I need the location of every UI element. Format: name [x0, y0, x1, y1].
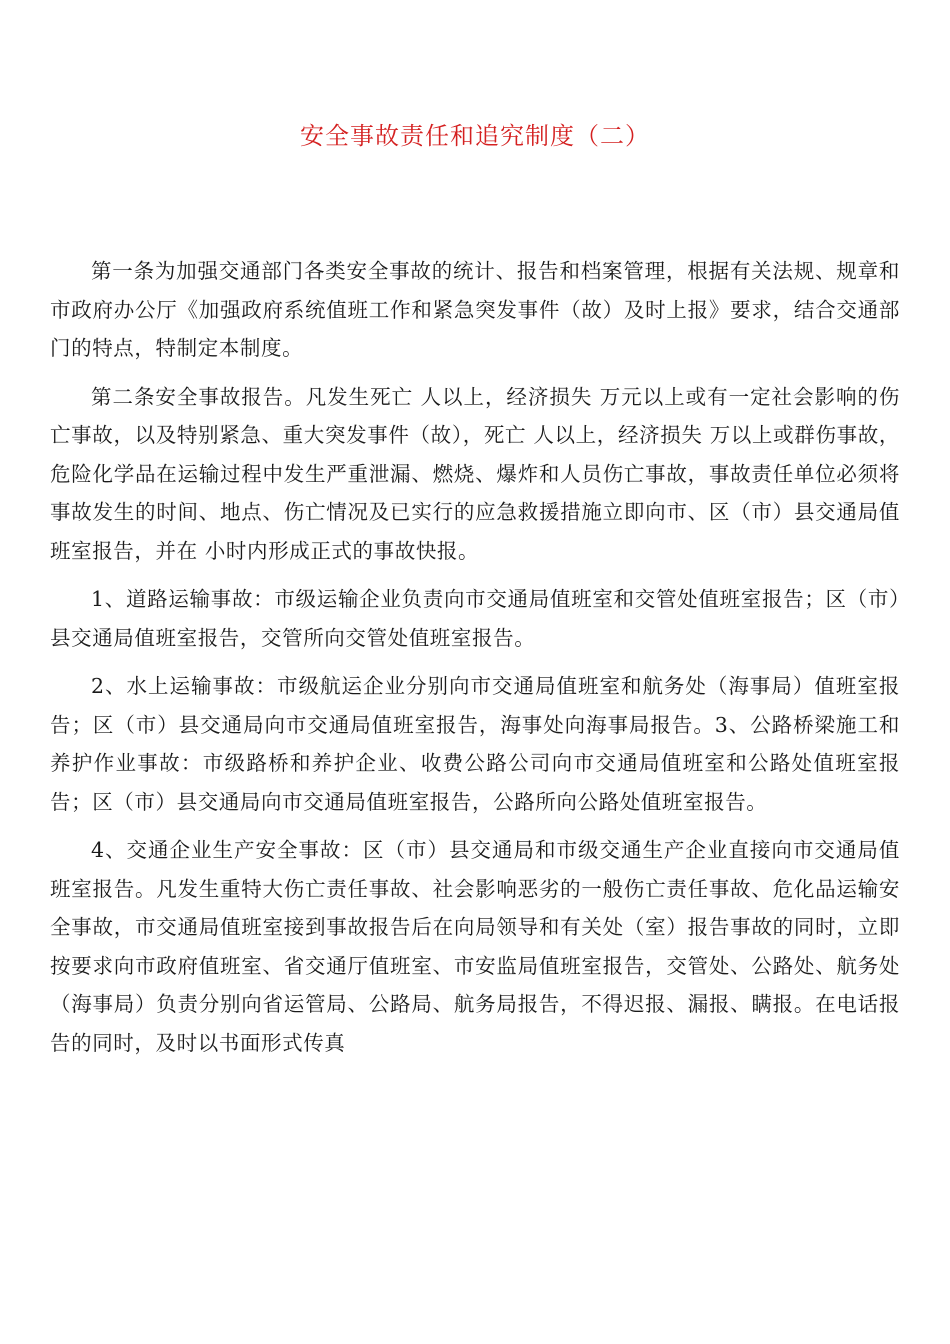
- paragraph-road-transport: 1、道路运输事故：市级运输企业负责向市交通局值班室和交管处值班室报告；区（市）县交通局值班室报告，交管所向交管处值班室报告。: [50, 587, 900, 650]
- paragraph-article-2: 第二条安全事故报告。凡发生死亡 人以上，经济损失 万元以上或有一定社会影响的伤亡事故，以及特别紧急、重大突发事件（故），死亡 人以上，经济损失 万以上或群伤事故，危险化学品在运输过程中发生严重泄漏、燃烧、爆炸和人员伤亡事故，事故责任单位必须将事故发生的时间、地点、伤亡情况及已实行的应急救援措施立即向市、区（市）县交通局值班室报告，并在 小时内形成正式的事故快报。: [50, 384, 900, 563]
- paragraph-water-transport: 2、水上运输事故：市级航运企业分别向市交通局值班室和航务处（海事局）值班室报告；区（市）县交通局向市交通局值班室报告，海事处向海事局报告。3、公路桥梁施工和养护作业事故：市级路桥和养护企业、收费公路公司向市交通局值班室和公路处值班室报告；区（市）县交通局向市交通局值班室报告，公路所向公路处值班室报告。: [50, 674, 900, 814]
- paragraph-article-1: 第一条为加强交通部门各类安全事故的统计、报告和档案管理，根据有关法规、规章和市政府办公厅《加强政府系统值班工作和紧急突发事件（故）及时上报》要求，结合交通部门的特点，特制定本制度。: [50, 259, 900, 360]
- document-title: 安全事故责任和追究制度（二）: [300, 122, 650, 150]
- document-body: [50, 252, 900, 1072]
- paragraph-enterprise-safety: 4、交通企业生产安全事故：区（市）县交通局和市级交通生产企业直接向市交通局值班室报告。凡发生重特大伤亡责任事故、社会影响恶劣的一般伤亡责任事故、危化品运输安全事故，市交通局值班室接到事故报告后在向局领导和有关处（室）报告事故的同时，立即按要求向市政府值班室、省交通厅值班室、市安监局值班室报告，交管处、公路处、航务处（海事局）负责分别向省运管局、公路局、航务局报告，不得迟报、漏报、瞒报。在电话报告的同时，及时以书面形式传真: [50, 838, 900, 1055]
